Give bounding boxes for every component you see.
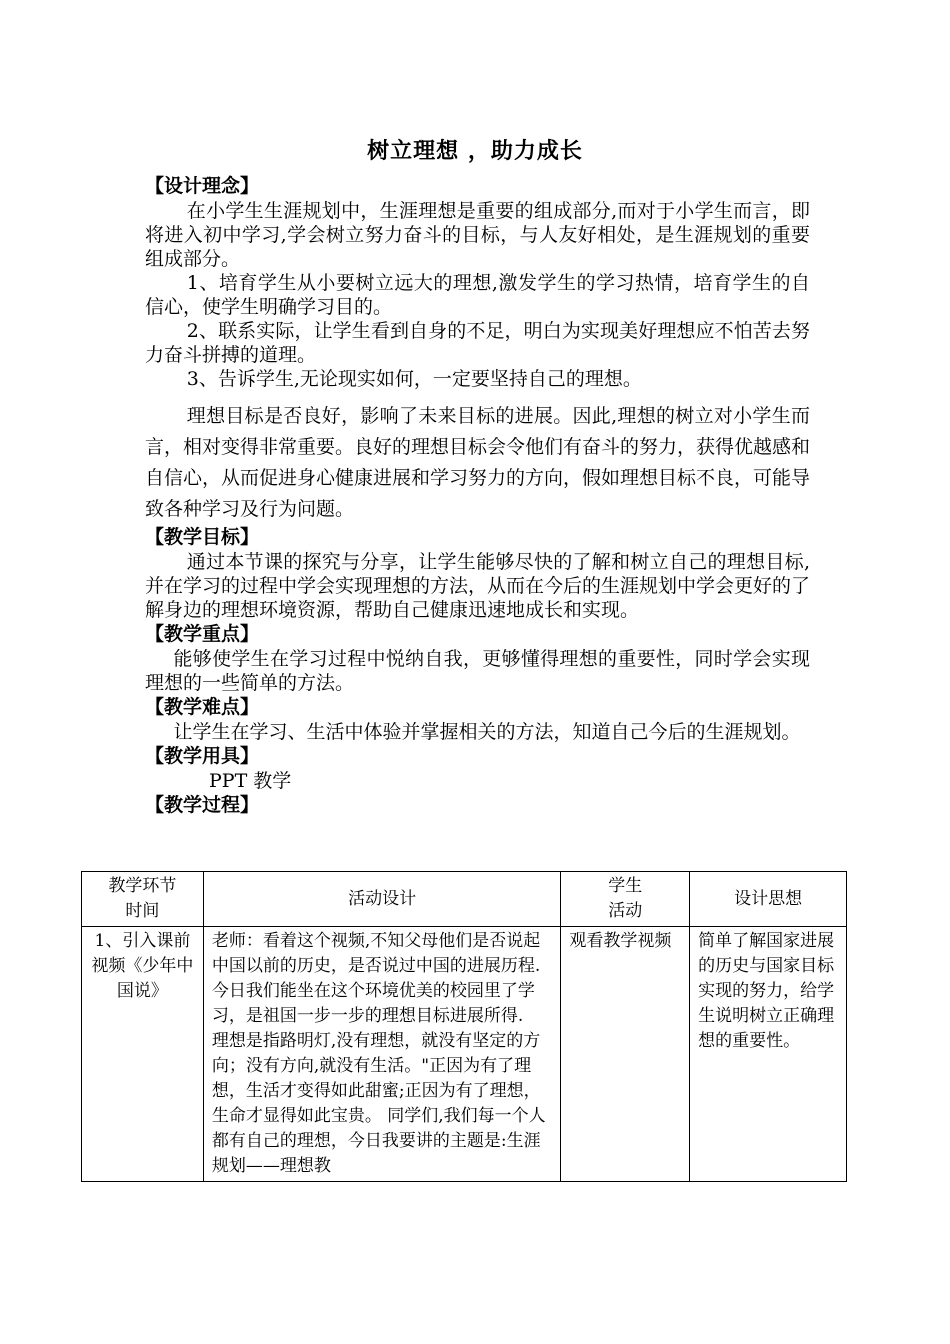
row-student-activity: 观看教学视频: [561, 927, 690, 1182]
goals-paragraph: 通过本节课的探究与分享，让学生能够尽快的了解和树立自己的理想目标,并在学习的过程中学会实现理想的方法，从而在今后的生涯规划中学会更好的了解身边的理想环境资源，帮助自己健康迅速地成长和实现。: [145, 551, 811, 621]
teaching-process-table: [81, 871, 847, 1182]
section-heading-key-points: 【教学重点】: [145, 623, 260, 645]
header-stage-line2: 时间: [125, 901, 160, 921]
row-activity-para-2: 理想是指路明灯,没有理想，就没有坚定的方向；没有方向,就没有生活。"正因为有了理想，生活才变得如此甜蜜;正因为有了理想，生命才显得如此宝贵。 同学们,我们每一个人都有自己的理想，今日我要讲的主题是:生涯规划——理想教: [211, 1031, 546, 1176]
row-stage: 1、引入课前视频《少年中国说》: [82, 927, 204, 1182]
concept-summary: 理想目标是否良好，影响了未来目标的进展。因此,理想的树立对小学生而言，相对变得非常重要。良好的理想目标会令他们有奋斗的努力，获得优越感和自信心，从而促进身心健康进展和学习努力的方向，假如理想目标不良，可能导致各种学习及行为问题。: [145, 405, 811, 520]
section-heading-difficulties: 【教学难点】: [145, 696, 260, 718]
key-points-paragraph: 能够使学生在学习过程中悦纳自我，更够懂得理想的重要性，同时学会实现理想的一些简单的方法。: [145, 648, 810, 694]
table-row: [82, 927, 847, 1182]
row-activity: [203, 927, 560, 1182]
difficulties-paragraph: 让学生在学习、生活中体验并掌握相关的方法，知道自己今后的生涯规划。: [173, 721, 801, 743]
concept-point-3: 3、告诉学生,无论现实如何，一定要坚持自己的理想。: [186, 368, 642, 390]
header-student: [561, 872, 690, 927]
tools-paragraph: PPT 教学: [209, 770, 292, 792]
document-body: [145, 174, 810, 818]
header-activity: 活动设计: [203, 872, 560, 927]
header-stage-line1: 教学环节: [108, 876, 177, 896]
header-student-line2: 活动: [608, 901, 643, 921]
header-thinking: 设计思想: [690, 872, 847, 927]
concept-point-2: 2、联系实际，让学生看到自身的不足，明白为实现美好理想应不怕苦去努力奋斗拼搏的道理。: [145, 320, 810, 366]
section-heading-concept: 【设计理念】: [145, 175, 260, 197]
row-design-thinking: 简单了解国家进展的历史与国家目标实现的努力，给学生说明树立正确理想的重要性。: [690, 927, 847, 1182]
header-student-line1: 学生: [608, 876, 643, 896]
row-activity-para-1: 老师：看着这个视频,不知父母他们是否说起中国以前的历史，是否说过中国的进展历程.今日我们能坐在这个环境优美的校园里了学习，是祖国一步一步的理想目标进展所得.: [211, 931, 541, 1026]
section-heading-process: 【教学过程】: [145, 794, 260, 816]
section-heading-goals: 【教学目标】: [145, 526, 260, 548]
concept-paragraph: 在小学生生涯规划中，生涯理想是重要的组成部分,而对于小学生而言，即将进入初中学习,学会树立努力奋斗的目标，与人友好相处，是生涯规划的重要组成部分。: [145, 200, 810, 270]
section-heading-tools: 【教学用具】: [145, 745, 260, 767]
table-header-row: [82, 872, 847, 927]
concept-point-1: 1、培育学生从小要树立远大的理想,激发学生的学习热情，培育学生的自信心，使学生明确学习目的。: [145, 272, 810, 318]
header-stage: [82, 872, 204, 927]
document-title: 树立理想 ，助力成长: [367, 139, 583, 164]
